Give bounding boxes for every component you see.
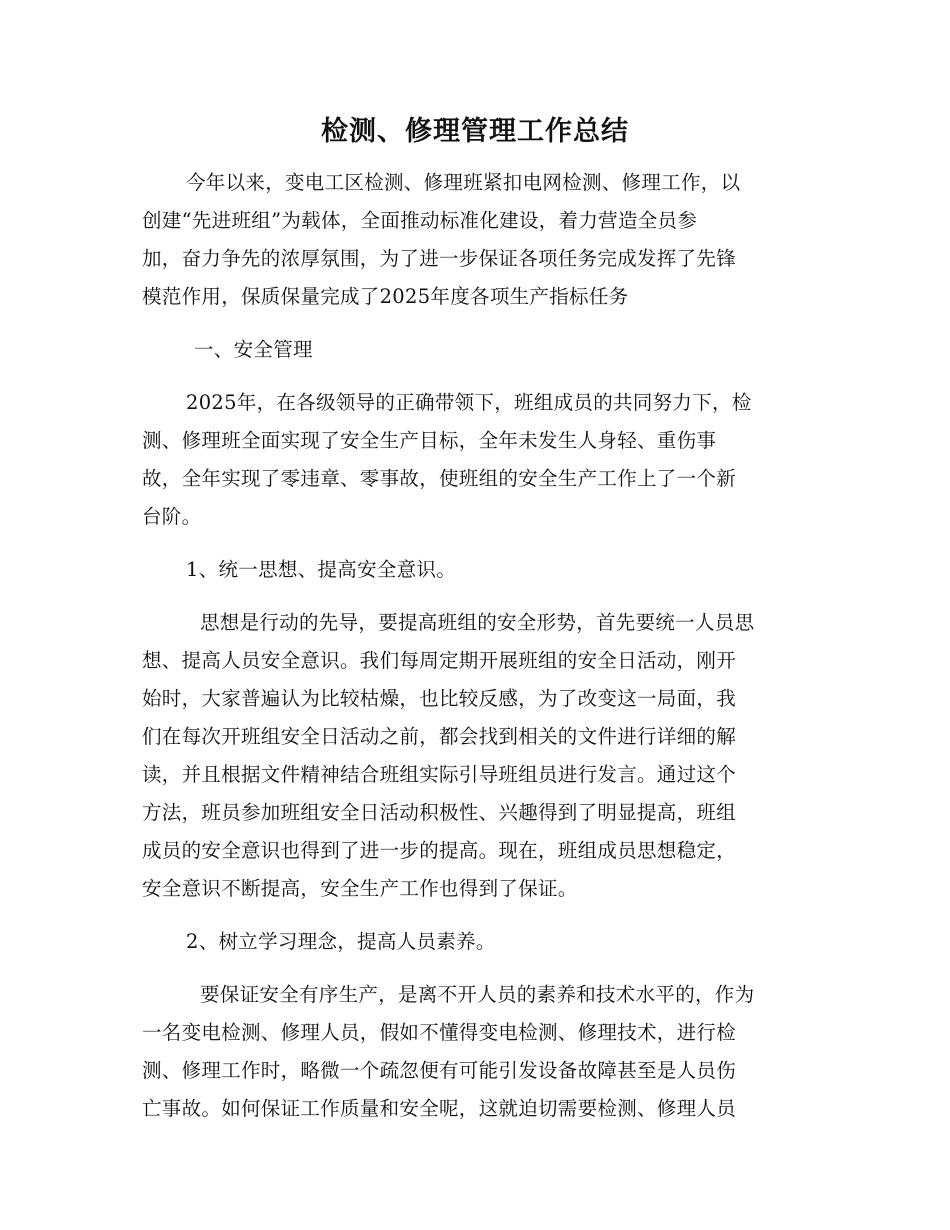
text-line: 今年以来，变电工区检测、修理班紧扣电网检测、修理工作，以	[186, 171, 741, 194]
text-line: 模范作用，保质保量完成了2025年度各项生产指标任务	[142, 285, 629, 308]
text-line: 加，奋力争先的浓厚氛围，为了进一步保证各项任务完成发挥了先锋	[142, 247, 737, 270]
text-line: 台阶。	[142, 505, 202, 528]
subheading-unify-thinking	[142, 551, 808, 589]
text-line: 故，全年实现了零违章、零事故，使班组的安全生产工作上了一个新	[142, 467, 737, 490]
heading-line: 一、安全管理	[194, 338, 313, 361]
text-line: 想、提高人员安全意识。我们每周定期开展班组的安全日活动，刚开	[142, 649, 737, 672]
text-line: 安全意识不断提高，安全生产工作也得到了保证。	[142, 877, 578, 900]
text-line: 读，并且根据文件精神结合班组实际引导班组员进行发言。通过这个	[142, 763, 737, 786]
text-line: 2025年，在各级领导的正确带领下，班组成员的共同努力下，检	[186, 391, 752, 414]
text-line: 方法，班员参加班组安全日活动积极性、兴趣得到了明显提高，班组	[142, 801, 737, 824]
document-title: 检测、修理管理工作总结	[321, 116, 629, 147]
heading-line: 1、统一思想、提高安全意识。	[186, 558, 457, 581]
intro-paragraph	[142, 164, 808, 316]
text-line: 创建“先进班组”为载体，全面推动标准化建设，着力营造全员参	[142, 209, 698, 232]
text-line: 一名变电检测、修理人员，假如不懂得变电检测、修理技术，进行检	[142, 1021, 737, 1044]
document-body	[142, 164, 808, 1128]
text-line: 思想是行动的先导，要提高班组的安全形势，首先要统一人员思	[200, 611, 755, 634]
text-line: 亡事故。如何保证工作质量和安全呢，这就迫切需要检测、修理人员	[142, 1097, 737, 1120]
subheading-learning	[142, 923, 808, 961]
text-line: 测、修理班全面实现了安全生产目标，全年未发生人身轻、重伤事	[142, 429, 717, 452]
heading-line: 2、树立学习理念，提高人员素养。	[186, 930, 496, 953]
text-line: 成员的安全意识也得到了进一步的提高。现在，班组成员思想稳定，	[142, 839, 737, 862]
text-line: 们在每次开班组安全日活动之前，都会找到相关的文件进行详细的解	[142, 725, 737, 748]
safety-paragraph	[142, 384, 808, 536]
section-heading-safety	[142, 331, 808, 369]
learning-paragraph	[142, 976, 808, 1128]
text-line: 始时，大家普遍认为比较枯燥，也比较反感，为了改变这一局面，我	[142, 687, 737, 710]
text-line: 要保证安全有序生产，是离不开人员的素养和技术水平的，作为	[200, 983, 755, 1006]
thinking-paragraph	[142, 604, 808, 908]
text-line: 测、修理工作时，略微一个疏忽便有可能引发设备故障甚至是人员伤	[142, 1059, 737, 1082]
